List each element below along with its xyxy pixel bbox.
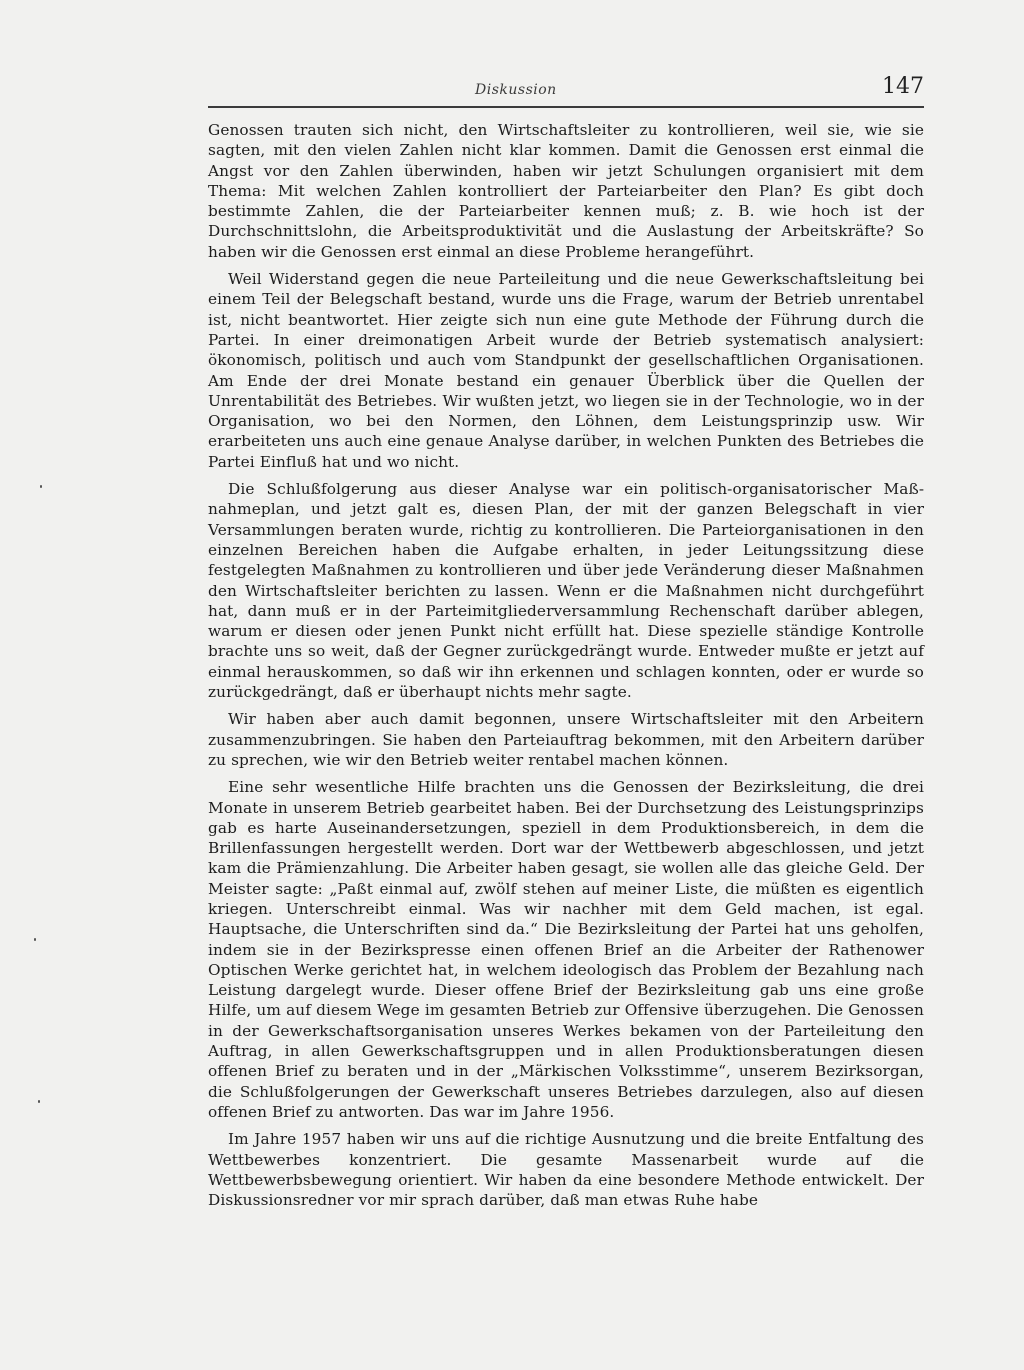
scan-speck <box>40 485 42 488</box>
header-rule <box>208 106 924 108</box>
section-title: Diskussion <box>475 82 557 98</box>
paragraph-4: Wir haben aber auch damit begonnen, unsere Wirtschaftsleiter mit den Arbeitern zusammenzubringen. Sie haben den Parteiauftrag bekommen, mit den Arbeitern darüber zu sprechen, wie wir den Betrieb weiter rentabel machen können. <box>208 710 924 769</box>
running-head <box>208 74 924 104</box>
page-number: 147 <box>882 74 924 99</box>
scan-speck <box>34 938 36 941</box>
body-text <box>208 120 924 1210</box>
paragraph-5: Eine sehr wesentliche Hilfe brachten uns die Genossen der Bezirksleitung, die drei Monate in unserem Betrieb gearbeitet haben. Bei der Durchsetzung des Leistungsprinzips gab es harte Auseinandersetzungen, speziell in dem Produktionsbereich, in dem die Brillenfassungen hergestellt werden. Dort war der Wettbewerb abgeschlossen, und jetzt kam die Prämienzahlung. Die Arbeiter haben gesagt, sie wollen alle das gleiche Geld. Der Meister sagte: „Paßt einmal auf, zwölf stehen auf meiner Liste, die müßten es eigentlich kriegen. Unterschreibt einmal. Was wir nachher mit dem Geld machen, ist egal. Hauptsache, die Unterschriften sind da.“ Die Bezirksleitung der Partei hat uns geholfen, indem sie in der Bezirkspresse einen offenen Brief an die Arbeiter der Rathenower Optischen Werke gerichtet hat, in welchem ideologisch das Problem der Bezahlung nach Leistung dargelegt wurde. Dieser offene Brief der Bezirksleitung gab uns eine große Hilfe, um auf diesem Wege im gesamten Betrieb zur Offensive überzugehen. Die Genossen in der Gewerkschaftsorganisation unseres Werkes bekamen von der Parteileitung den Auftrag, in allen Gewerkschaftsgruppen und in allen Produktionsberatungen diesen offenen Brief zu beraten und in der „Märkischen Volksstimme“, unserem Bezirksorgan, die Schlußfolgerungen der Gewerkschaft unseres Betriebes darzulegen, also auf diesen offenen Brief zu antworten. Das war im Jahre 1956. <box>208 778 924 1121</box>
paragraph-6: Im Jahre 1957 haben wir uns auf die richtige Ausnutzung und die breite Entfaltung des Wettbewerbes konzentriert. Die gesamte Massenarbeit wurde auf die Wettbewerbsbewegung orientiert. Wir haben da eine besondere Methode entwickelt. Der Diskussionsredner vor mir sprach darüber, daß man etwas Ruhe habe <box>208 1130 924 1210</box>
paragraph-3: Die Schlußfolgerung aus dieser Analyse war ein politisch-organisatorischer Maßnahmeplan, und jetzt galt es, diesen Plan, der mit der ganzen Belegschaft in vier Versammlungen beraten wurde, richtig zu kontrollieren. Die Parteiorganisationen in den einzelnen Bereichen haben die Aufgabe erhalten, in jeder Leitungssitzung diese festgelegten Maßnahmen zu kontrollieren und über jede Veränderung dieser Maßnahmen den Wirtschaftsleiter berichten zu lassen. Wenn er die Maßnahmen nicht durchgeführt hat, dann muß er in der Parteimitgliederversammlung Rechenschaft darüber ablegen, warum er diesen oder jenen Punkt nicht erfüllt hat. Diese spezielle ständige Kontrolle brachte uns so weit, daß der Gegner zurückgedrängt wurde. Entweder mußte er jetzt auf einmal herauskommen, so daß wir ihn erkennen und schlagen konnten, oder er wurde so zurückgedrängt, daß er überhaupt nichts mehr sagte. <box>208 480 924 702</box>
paragraph-1: Genossen trauten sich nicht, den Wirtschaftsleiter zu kontrollieren, weil sie, wie sie sagten, mit den vielen Zahlen nicht klar kommen. Damit die Genossen erst einmal die Angst vor den Zahlen überwinden, haben wir jetzt Schulungen organisiert mit dem Thema: Mit welchen Zahlen kontrolliert der Parteiarbeiter den Plan? Es gibt doch bestimmte Zahlen, die der Parteiarbeiter kennen muß; z. B. wie hoch ist der Durchschnittslohn, die Arbeitsproduktivität und die Auslastung der Arbeitskräfte? So haben wir die Genossen erst einmal an diese Probleme herangeführt. <box>208 121 924 261</box>
paragraph-2: Weil Widerstand gegen die neue Parteileitung und die neue Gewerkschaftsleitung bei einem Teil der Belegschaft bestand, wurde uns die Frage, warum der Betrieb unrentabel ist, nicht beantwortet. Hier zeigte sich nun eine gute Methode der Führung durch die Partei. In einer dreimonatigen Arbeit wurde der Betrieb systematisch analysiert: ökonomisch, politisch und auch vom Standpunkt der gesellschaftlichen Organisationen. Am Ende der drei Monate bestand ein genauer Überblick über die Quellen der Unrentabilität des Betriebes. Wir wußten jetzt, wo liegen sie in der Technologie, wo in der Organisation, wo bei den Normen, den Löhnen, dem Leistungsprinzip usw. Wir erarbeiteten uns auch eine genaue Analyse darüber, in welchen Punkten des Betriebes die Partei Einfluß hat und wo nicht. <box>208 270 924 471</box>
scan-speck <box>38 1100 40 1103</box>
